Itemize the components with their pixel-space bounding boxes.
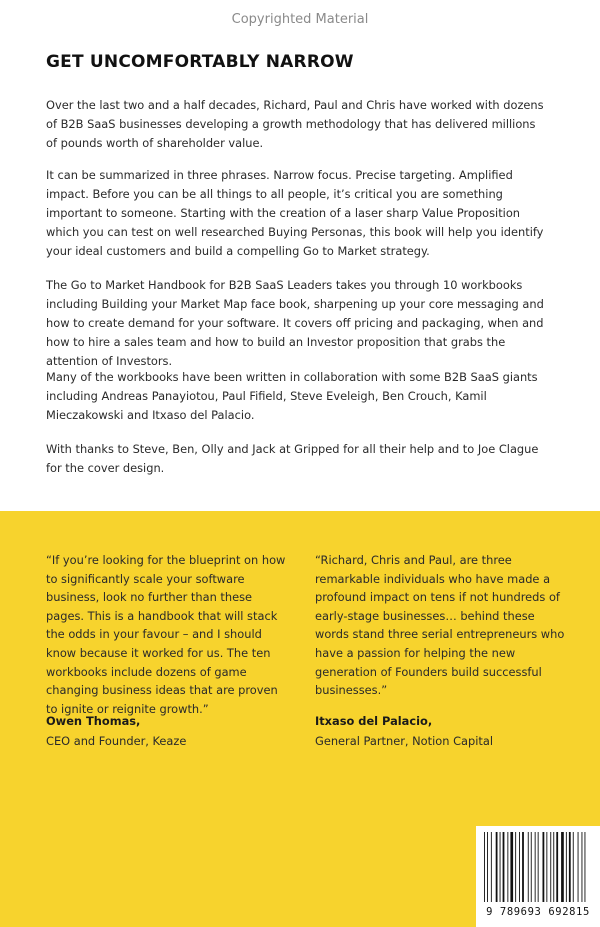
testimonial-quote-owen: “If you’re looking for the blueprint on how to significantly scale your software business, look no further than these pages. This is a handbook that will stack the odds in your favour – and I should know because it worked for us. The ten workbooks include dozens of game changing business ideas that are proven to ignite or reignite growth.”	[46, 553, 286, 716]
paragraph-collaboration: Many of the workbooks have been written in collaboration with some B2B SaaS giants including Andreas Panayiotou, Paul Fifield, Steve Eveleigh, Ben Crouch, Kamil Mieczakowski and Itxaso del Palacio.	[46, 370, 538, 422]
barcode-bar	[585, 832, 586, 902]
barcode-panel	[476, 826, 600, 927]
barcode-bar	[550, 832, 551, 902]
barcode-bar	[500, 832, 501, 902]
testimonial-quote-itxaso: “Richard, Chris and Paul, are three remarkable individuals who have made a profound impact on tens if not hundreds of early-stage businesses… behind these words stand three serial entrepreneurs who have a passion for helping the new generation of Founders build successful businesses.”	[315, 553, 565, 698]
page-title: GET UNCOMFORTABLY NARROW	[46, 52, 354, 72]
barcode-bar	[556, 832, 558, 902]
testimonial-role-owen: CEO and Founder, Keaze	[46, 734, 187, 748]
barcode-bar	[519, 832, 520, 902]
copyright-watermark: Copyrighted Material	[231, 12, 369, 27]
barcode-bar	[531, 832, 532, 902]
barcode-bar	[543, 832, 545, 902]
barcode-bar	[569, 832, 571, 902]
barcode-icon	[482, 832, 592, 902]
isbn-number: 9 789693 692815	[486, 906, 590, 918]
barcode-bar	[487, 832, 488, 902]
paragraph-workbooks: The Go to Market Handbook for B2B SaaS Leaders takes you through 10 workbooks including Building your Market Map face book, sharpening up your core messaging and how to create demand for your software. It covers off pricing and packaging, when and how to hire a sales team and how to build an Investor proposition that grabs the attention of Investors.	[46, 278, 544, 368]
paragraph-summary: It can be summarized in three phrases. Narrow focus. Precise targeting. Amplified impact. Before you can be all things to all people, it’s critical you are something important to someone. Starting with the creation of a laser sharp Value Proposition which you can test on well researched Buying Personas, this book will help you identify your ideal customers and build a compelling Go to Market strategy.	[46, 168, 544, 258]
barcode-bar	[538, 832, 539, 902]
barcode-bar	[496, 832, 498, 902]
barcode-bar	[546, 832, 547, 902]
barcode-bar	[566, 832, 567, 902]
barcode-bar	[535, 832, 536, 902]
barcode-bar	[510, 832, 513, 902]
barcode-bar	[578, 832, 579, 902]
barcode-bar	[573, 832, 574, 902]
barcode-bar	[515, 832, 516, 902]
barcode-bar	[484, 832, 485, 902]
paragraph-thanks: With thanks to Steve, Ben, Olly and Jack at Gripped for all their help and to Joe Clague for the cover design.	[46, 442, 539, 475]
barcode-bar	[561, 832, 564, 902]
barcode-bar	[491, 832, 492, 902]
testimonial-author-owen: Owen Thomas,	[46, 714, 141, 728]
barcode-bar	[582, 832, 583, 902]
testimonial-author-itxaso: Itxaso del Palacio,	[315, 714, 433, 728]
testimonial-role-itxaso: General Partner, Notion Capital	[315, 734, 494, 748]
barcode-bar	[503, 832, 505, 902]
paragraph-intro: Over the last two and a half decades, Richard, Paul and Chris have worked with dozens of B2B SaaS businesses developing a growth methodology that has delivered millions of pounds worth of shareholder value.	[46, 98, 544, 150]
barcode-bar	[528, 832, 529, 902]
barcode-bar	[553, 832, 554, 902]
barcode-bar	[507, 832, 508, 902]
barcode-bar	[522, 832, 524, 902]
